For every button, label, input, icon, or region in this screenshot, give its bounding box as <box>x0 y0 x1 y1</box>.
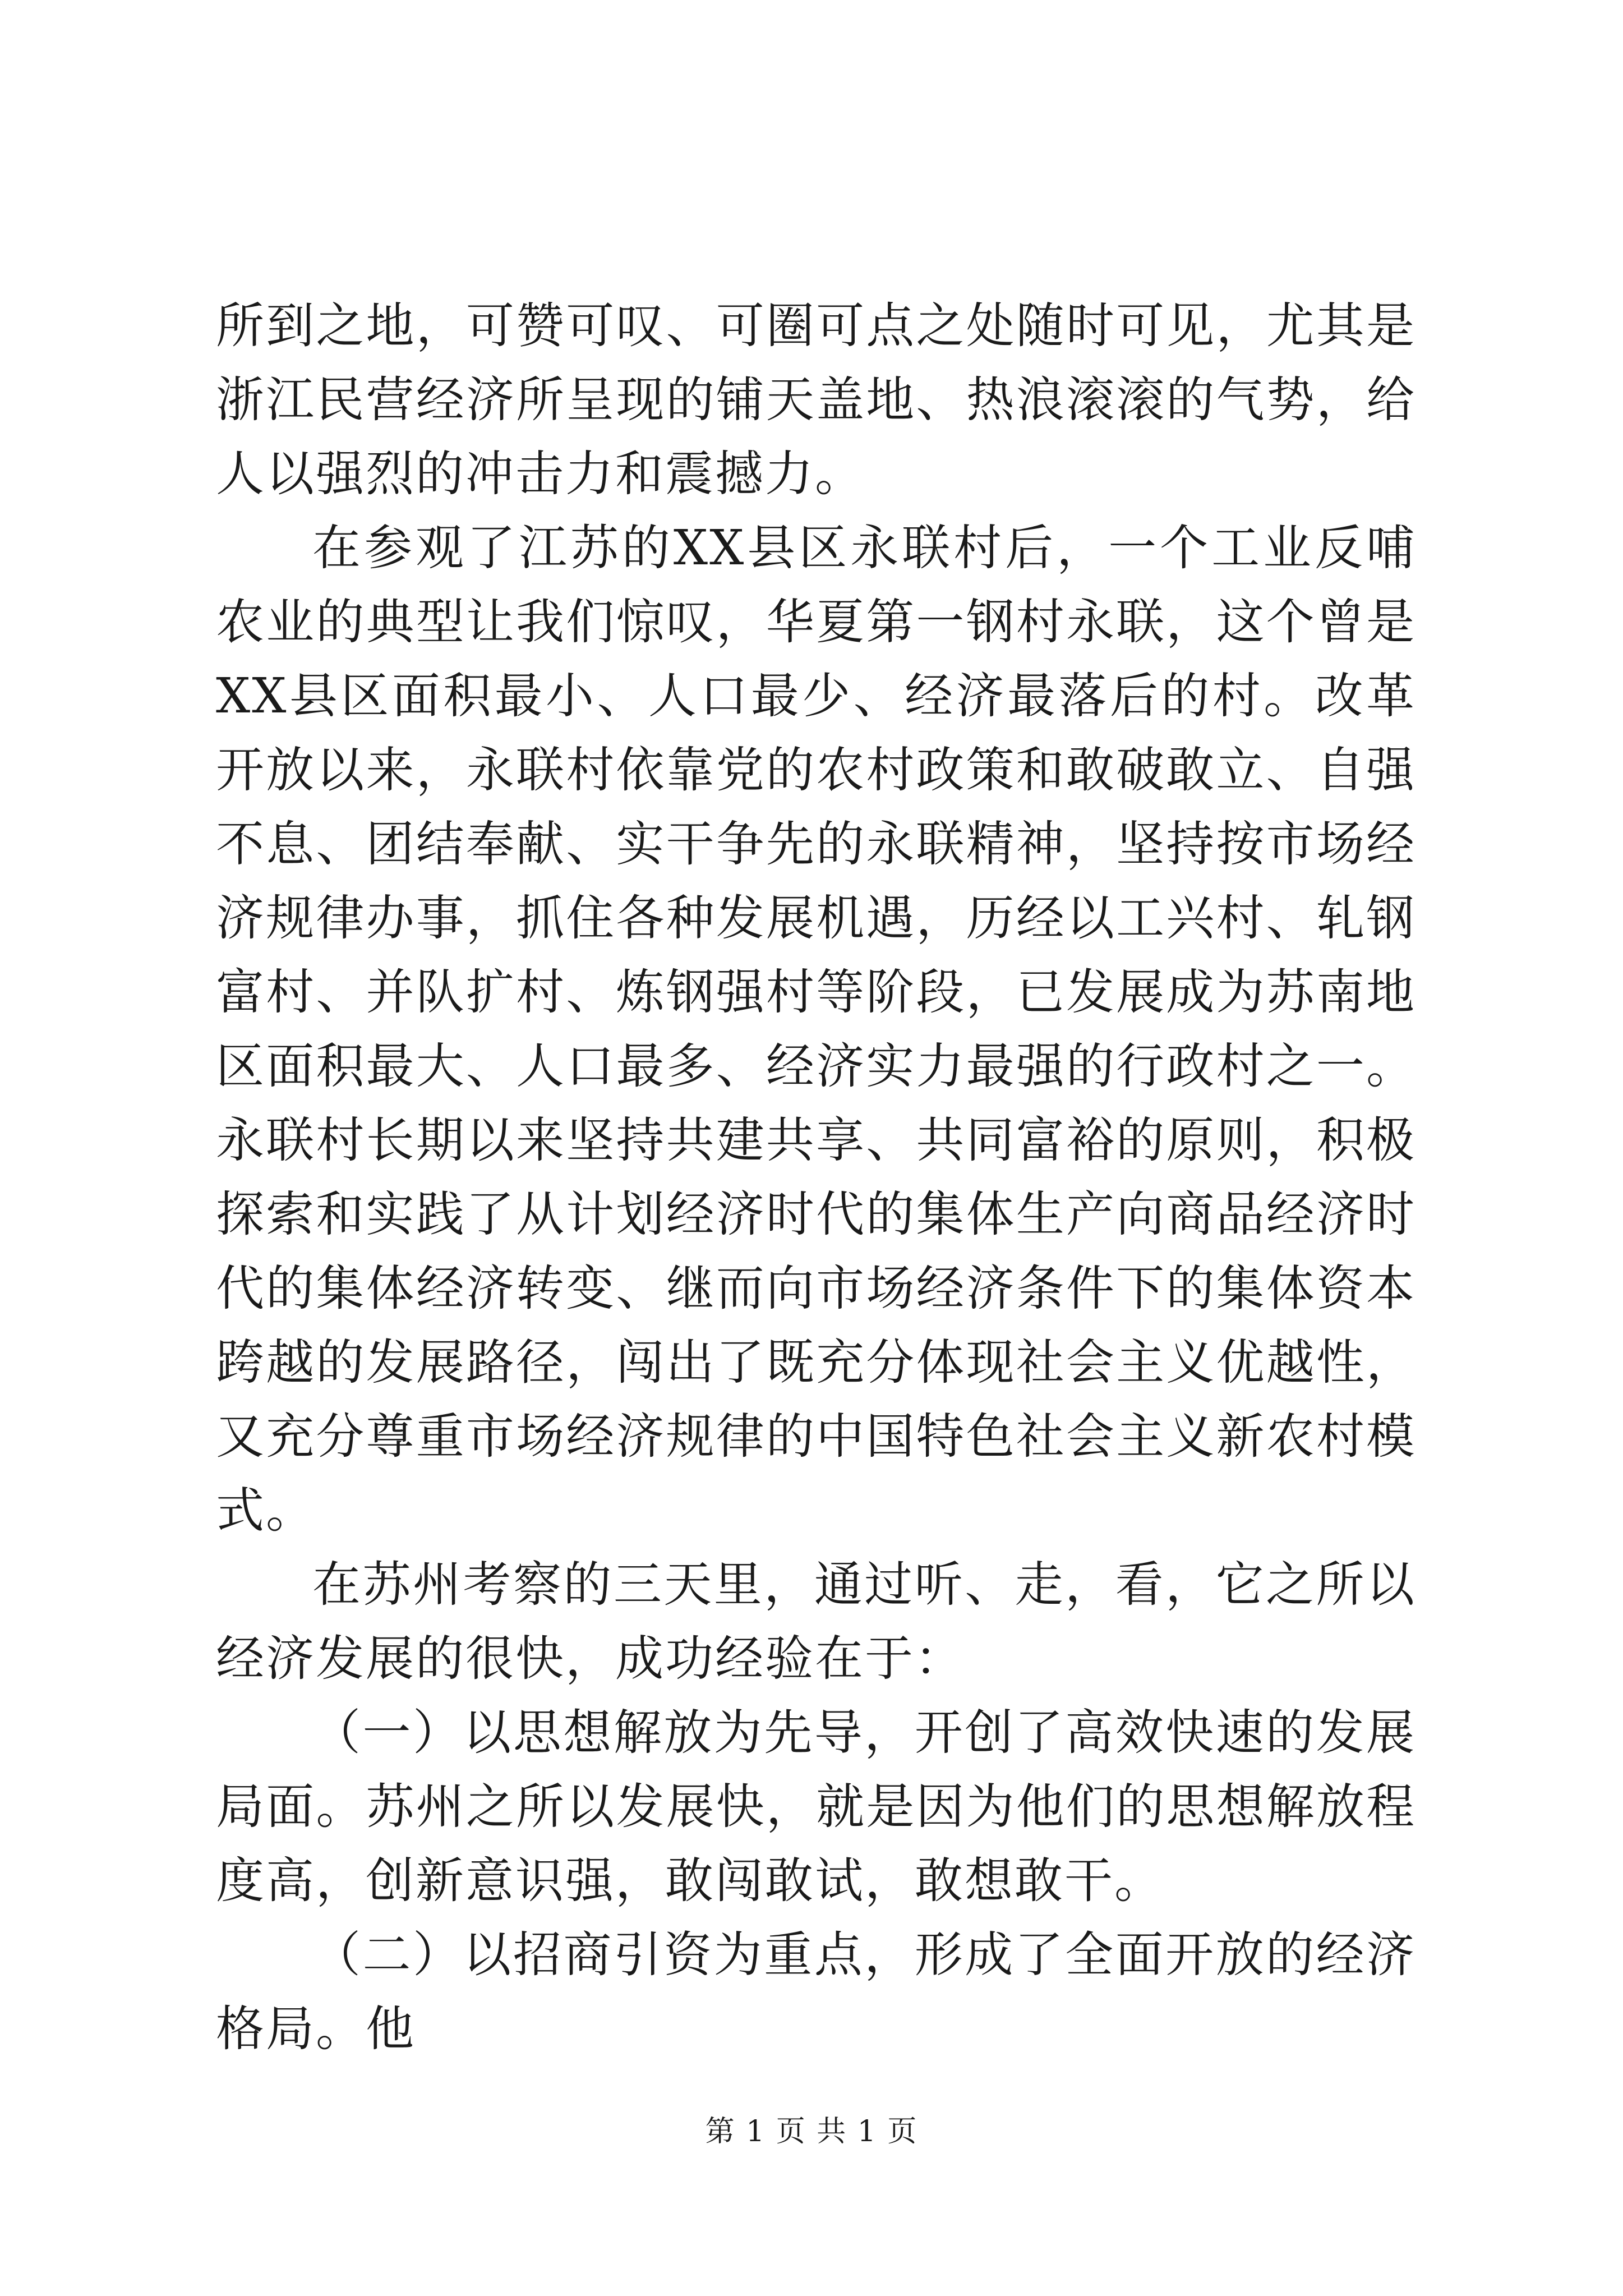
paragraph-4: （一）以思想解放为先导，开创了高效快速的发展局面。苏州之所以发展快，就是因为他们的思想解放程度高，创新意识强，敢闯敢试，敢想敢干。 <box>216 1705 1416 1909</box>
paragraph-2: 在参观了江苏的XX县区永联村后，一个工业反哺农业的典型让我们惊叹，华夏第一钢村永联，这个曾是XX县区面积最小、人口最少、经济最落后的村。改革开放以来，永联村依靠党的农村政策和敢破敢立、自强不息、团结奉献、实干争先的永联精神，坚持按市场经济规律办事，抓住各种发展机遇，历经以工兴村、轧钢富村、并队扩村、炼钢强村等阶段，已发展成为苏南地区面积最大、人口最多、经济实力最强的行政村之一。永联村长期以来坚持共建共享、共同富裕的原则，积极探索和实践了从计划经济时代的集体生产向商品经济时代的集体经济转变、继而向市场经济条件下的集体资本跨越的发展路径，闯出了既充分体现社会主义优越性，又充分尊重市场经济规律的中国特色社会主义新农村模式。 <box>216 520 1416 1539</box>
paragraph-5: （二）以招商引资为重点，形成了全面开放的经济格局。他 <box>216 1927 1416 2057</box>
page-number-label: 第 1 页 共 1 页 <box>705 2115 918 2148</box>
paragraph-1: 所到之地，可赞可叹、可圈可点之处随时可见，尤其是浙江民营经济所呈现的铺天盖地、热浪滚滚的气势，给人以强烈的冲击力和震撼力。 <box>216 298 1416 502</box>
document-body <box>216 289 1416 2066</box>
paragraph-3: 在苏州考察的三天里，通过听、走，看，它之所以经济发展的很快，成功经验在于： <box>216 1557 1416 1687</box>
page-footer <box>0 2114 1623 2150</box>
